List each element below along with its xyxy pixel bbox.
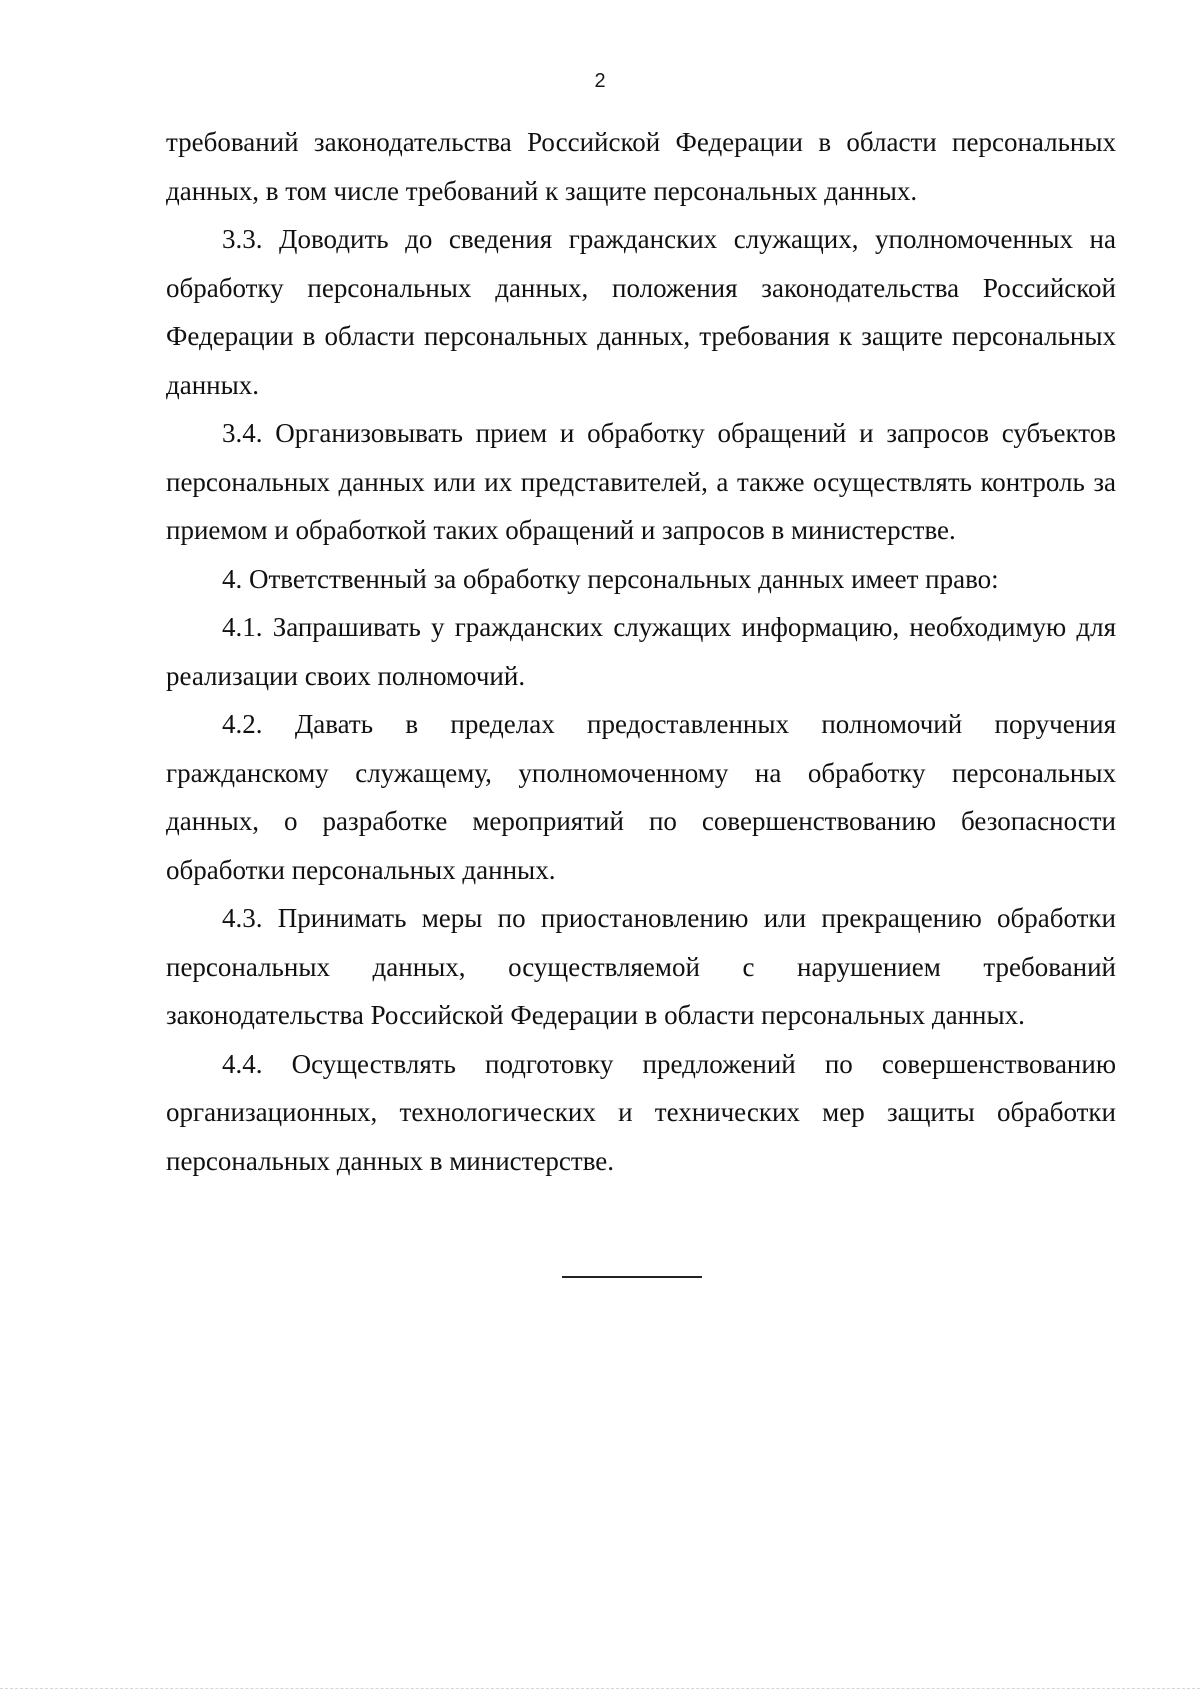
paragraph-4-4: 4.4. Осуществлять подготовку предложений по совершенствованию организационных, технологических и технических мер защиты обработки персональных данных в министерстве. [166,1048,1116,1176]
paragraph-4-1: 4.1. Запрашивать у гражданских служащих информацию, необходимую для реализации своих полномочий. [166,612,1116,691]
page-number: 2 [594,70,606,92]
paragraph-continuation: требований законодательства Российской Федерации в области персональных данных, в том числе требований к защите персональных данных. [166,127,1116,206]
document-body [166,118,1116,1185]
paragraph-4-3: 4.3. Принимать меры по приостановлению или прекращению обработки персональных данных, осуществляемой с нарушением требований законодательства Российской Федерации в области персональных данных. [166,903,1116,1030]
paragraph-3-4: 3.4. Организовывать прием и обработку обращений и запросов субъектов персональных данных или их представителей, а также осуществлять контроль за приемом и обработкой таких обращений и запросов в министерстве. [166,418,1116,545]
paragraph-4-2: 4.2. Давать в пределах предоставленных полномочий поручения гражданскому служащему, уполномоченному на обработку персональных данных, о разработке мероприятий по совершенствованию безопасности обработки персональных данных. [166,709,1116,885]
scan-edge-artifact [0,1688,1200,1689]
paragraph-4: 4. Ответственный за обработку персональных данных имеет право: [222,563,999,594]
end-divider-line [562,1276,702,1278]
paragraph-3-3: 3.3. Доводить до сведения гражданских служащих, уполномоченных на обработку персональных данных, положения законодательства Российской Федерации в области персональных данных, требования к защите персональных данных. [166,224,1116,400]
